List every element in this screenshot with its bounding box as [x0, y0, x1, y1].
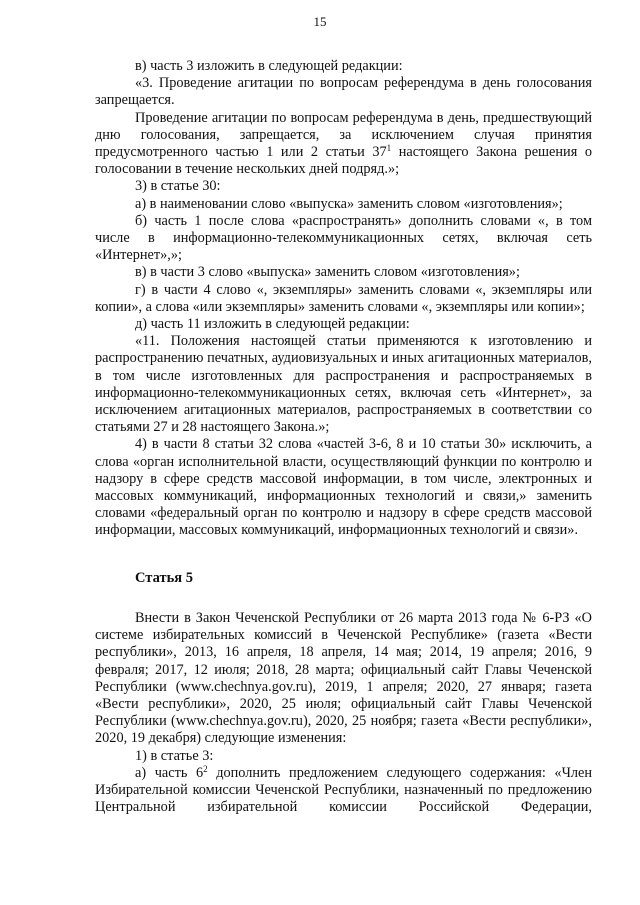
paragraph: Внести в Закон Чеченской Республики от 26 марта 2013 года № 6-РЗ «О системе избирательных комиссий в Чеченской Республике» (газета «Вести республики», 2013, 16 апреля, 18 апреля, 14 мая; 2014, 19 апреля; 2016, 9 февраля; 2017, 12 июля; 2018, 28 марта; официальный сайт Главы Чеченской Республики (www.chechnya.gov.ru), 2019, 1 апреля; 2020, 27 января; газета «Вести республики», 2020, 25 июля; официальный сайт Главы Чеченской Республики (www.chechnya.gov.ru), 2020, 25 ноября; газета «Вести республики», 2020, 19 декабря) следующие изменения:	[95, 609, 592, 747]
page-number: 15	[313, 14, 327, 29]
article-heading: Статья 5	[135, 569, 193, 586]
paragraph-text: Проведение агитации по вопросам референдума в день, предшествующий дню голосования, запрещается, за исключением случая принятия предусмотренного частью 1 или 2 статьи 37	[95, 109, 592, 161]
superscript: 1	[386, 143, 392, 154]
paragraph: в) часть 3 изложить в следующей редакции:	[135, 58, 403, 74]
paragraph: д) часть 11 изложить в следующей редакции:	[135, 316, 410, 333]
paragraph: б) часть 1 после слова «распространять» дополнить словами «, в том числе в информационно-телекоммуникационных сетях, включая сеть «Интернет»,»;	[95, 212, 592, 264]
paragraph: г) в части 4 слово «, экземпляры» заменить словами «, экземпляры или копии», а слова «или экземпляры» заменить словами «, экземпляры или копии»;	[95, 281, 592, 315]
superscript: 2	[203, 763, 208, 774]
paragraph: 4) в части 8 статьи 32 слова «частей 3-6, 8 и 10 статьи 30» исключить, а слова «орган исполнительной власти, осуществляющий функции по контролю и надзору в сфере средств массовой информации, в том числе, электронных и массовых коммуникаций, информационных технологий и связи,» заменить словами «федеральный орган по контролю и надзору в сфере средств массовой информации, массовых коммуникаций, информационных технологий и связи».	[95, 436, 592, 539]
paragraph	[95, 765, 592, 817]
paragraph-text: настоящего Закона решения о голосовании в течение нескольких дней подряд.»;	[95, 144, 592, 178]
paragraph: «11. Положения настоящей статьи применяются к изготовлению и распространению печатных, аудиовизуальных и иных агитационных материалов, в том числе изготовленных для распространения и распространяемых в информационно-телекоммуникационных сетях, включая сеть «Интернет», за исключением агитационных материалов, распространяемых в соответствии со статьями 27 и 28 настоящего Закона.»;	[95, 333, 592, 436]
paragraph-text: дополнить предложением следующего содержания: «Член Избирательной комиссии Чеченской Республики, назначенный по предложению Центральной избирательной комиссии Российской Федерации,	[95, 764, 592, 816]
paragraph-text: а) часть 6	[135, 764, 204, 781]
paragraph: в) в части 3 слово «выпуска» заменить словом «изготовления»;	[135, 264, 520, 281]
paragraph	[95, 110, 592, 179]
paragraph: а) в наименовании слово «выпуска» заменить словом «изготовления»;	[135, 195, 563, 212]
paragraph: 1) в статье 3:	[135, 747, 214, 764]
document-body	[95, 58, 592, 816]
paragraph: 3) в статье 30:	[135, 178, 221, 195]
paragraph: «3. Проведение агитации по вопросам референдума в день голосования запрещается.	[95, 75, 592, 109]
